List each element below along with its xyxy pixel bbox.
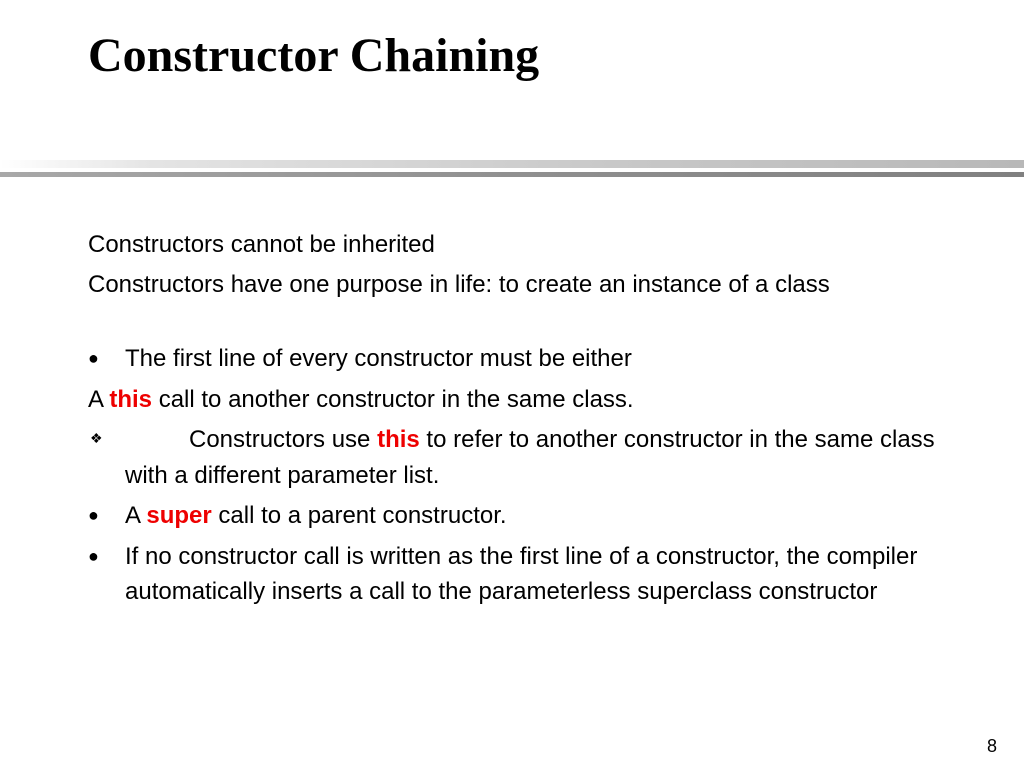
text-line-2 [88,268,948,302]
bullet-item-implicit-super [88,540,948,609]
sub-bullet-item-this-suffix: to refer to another constructor in the same class with a different parameter list. [125,426,935,489]
bullet-item-super-suffix: call to a parent constructor. [211,502,507,529]
sub-bullet-item-this-prefix: Constructors use [189,426,378,453]
bullet-item-implicit-super-text: If no constructor call is written as the first line of a constructor, the compiler automatically inserts a call to the parameterless superclass constructor [125,543,918,605]
keyword-this-2: this [377,426,420,453]
text-line-this-call-suffix: call to another constructor in the same class. [152,386,634,413]
title-divider-light [0,160,1024,168]
bullet-item-super-prefix: A [125,502,147,529]
text-line-1 [88,228,948,262]
bullet-dot-icon-3: ● [88,546,99,566]
bullet-item-first-line [88,342,948,377]
bullet-item-first-line-text: The first line of every constructor must be either [125,345,632,372]
page-number: 8 [987,736,998,756]
slide-title: Constructor Chaining [88,29,540,82]
text-line-1-content: Constructors cannot be inherited [88,231,435,258]
bullet-dot-icon-2: ● [88,505,99,525]
slide-body [88,228,948,609]
bullet-diamond-icon: ❖ [90,430,103,446]
bullet-item-super [88,499,948,534]
text-line-this-call-prefix: A [88,386,110,413]
text-line-this-call [88,383,948,417]
text-line-2-content: Constructors have one purpose in life: to create an instance of a class [88,271,830,298]
paragraph-gap [88,302,948,342]
keyword-super: super [146,502,212,529]
sub-bullet-item-this [88,423,948,493]
bullet-dot-icon: ● [88,348,99,368]
title-divider-dark [0,172,1024,177]
keyword-this: this [109,386,153,413]
